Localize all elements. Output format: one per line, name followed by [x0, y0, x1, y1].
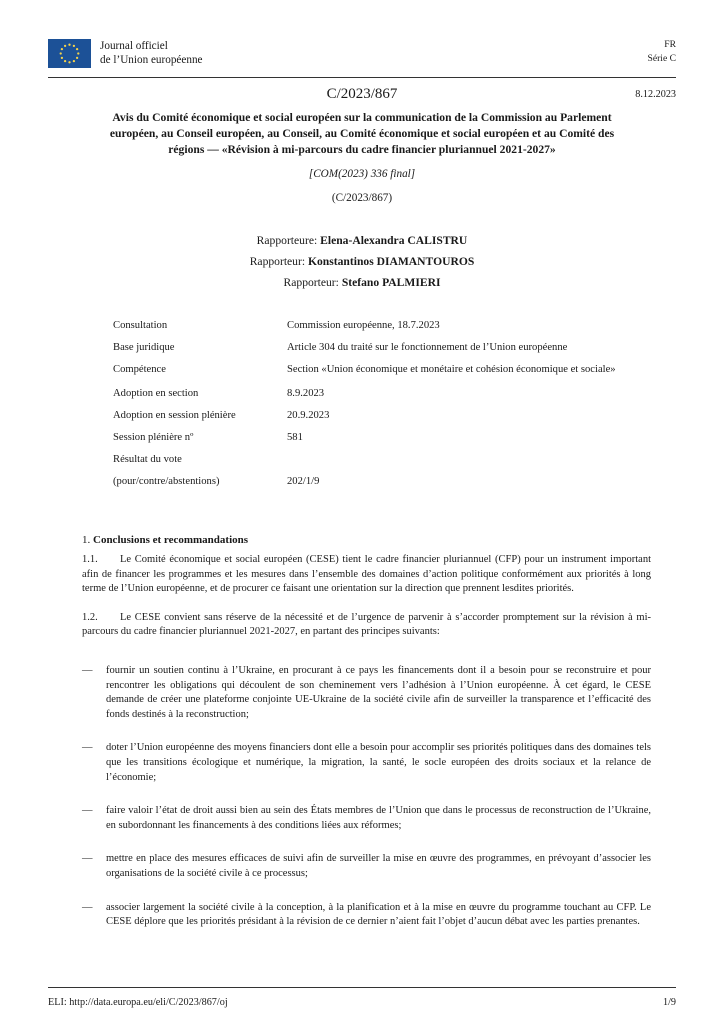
list-item-text: mettre en place des mesures efficaces de suivi afin de surveiller la mise en œuvre des programmes, en prévoyant d’associer les organisations de la société civile à ce processus; [106, 853, 651, 879]
section-number: 1. [82, 534, 91, 546]
page-number: 1/9 [662, 997, 676, 1008]
header-divider [48, 77, 676, 78]
list-item [73, 741, 651, 785]
series-label: Série C [647, 52, 676, 64]
rapporteur-name: Stefano PALMIERI [341, 276, 441, 289]
metadata-value: 581 [287, 432, 303, 443]
section-title: Conclusions et recommandations [93, 534, 249, 546]
spacer [73, 654, 651, 664]
paragraph-text: Le CESE convient sans réserve de la nécessité et de l’urgence de parvenir à s’accorder promptement sur la révision à mi-parcours du cadre financier pluriannuel 2021-2027, en partant des principes suivants: [82, 611, 651, 638]
list-item-text: faire valoir l’état de droit aussi bien au sein des États membres de l’Union que dans le processus de reconstruction de l’Ukraine, en subordonnant les financements à des conditions liées aux réformes; [106, 805, 651, 831]
metadata-row [113, 318, 618, 333]
list-item [73, 664, 651, 722]
page-title: Avis du Comité économique et social européen sur la communication de la Commission au Parlement européen, au Conseil européen, au Conseil, au Comité économique et social européen et au Comité des régions — «Révision à mi-parcours du cadre financier pluriannuel 2021-2027» [109, 111, 615, 157]
rapporteur-list [0, 230, 724, 293]
metadata-row [113, 408, 618, 423]
metadata-value: Section «Union économique et monétaire et cohésion économique et sociale» [287, 364, 616, 375]
list-item [73, 901, 651, 930]
metadata-row [113, 362, 618, 377]
paragraph-number: 1.1. [82, 554, 98, 565]
metadata-row [113, 452, 618, 467]
metadata-value: Article 304 du traité sur le fonctionnement de l’Union européenne [287, 342, 568, 353]
masthead-title [100, 38, 203, 67]
list-item [73, 852, 651, 881]
masthead-branding [48, 38, 203, 68]
rapporteur-name: Konstantinos DIAMANTOUROS [307, 255, 475, 268]
metadata-label: Compétence [113, 364, 166, 375]
metadata-row [113, 340, 618, 355]
em-dash-icon: — [82, 664, 93, 676]
c-reference: (C/2023/867) [331, 192, 393, 204]
metadata-row [113, 430, 618, 445]
list-item-text: fournir un soutien continu à l’Ukraine, en procurant à ce pays les financements dont il a besoin pour se reconstruire et pour rencontrer les obligations qui découlent de son cheminement vers l’adhésion à l’Union européenne. À cet égard, le CESE demande de créer une plateforme conjointe UE-Ukraine de la société civile afin de surveiller la transparence et l’efficacité des fonds destinés à la reconstruction; [106, 664, 651, 720]
em-dash-icon: — [82, 853, 93, 865]
rapporteur-role: Rapporteur: [283, 276, 339, 289]
metadata-value: 8.9.2023 [287, 388, 325, 399]
paragraph [73, 611, 651, 640]
masthead-title-line2: de l’Union européenne [100, 54, 203, 66]
eu-flag-icon [48, 39, 91, 68]
list-item [73, 804, 651, 833]
metadata-label: Session plénière nº [113, 432, 194, 443]
rapporteur-entry [0, 272, 724, 293]
metadata-value: 20.9.2023 [287, 410, 330, 421]
document-metadata [113, 318, 618, 496]
list-item-text: doter l’Union européenne des moyens financiers dont elle a besoin pour accomplir ses priorités politiques dans des domaines tels que les transitions écologique et numérique, la migration, la santé, le socle européen des droits sociaux et la relance de l’économie; [106, 742, 651, 783]
metadata-label: Base juridique [113, 342, 175, 353]
rapporteur-entry [0, 251, 724, 272]
metadata-row [113, 474, 618, 489]
rapporteur-role: Rapporteur: [249, 255, 306, 268]
metadata-value: Commission européenne, 18.7.2023 [287, 320, 440, 331]
publication-date: 8.12.2023 [635, 89, 676, 100]
paragraph [73, 553, 651, 597]
metadata-label: Consultation [113, 320, 168, 331]
language-code: FR [664, 39, 676, 50]
paragraph-number: 1.2. [82, 611, 98, 623]
em-dash-icon: — [82, 742, 93, 754]
masthead-meta [647, 38, 676, 65]
metadata-label: Adoption en session plénière [113, 410, 236, 421]
em-dash-icon: — [82, 805, 93, 817]
com-reference: [COM(2023) 336 final] [308, 168, 416, 180]
metadata-label: (pour/contre/abstentions) [113, 476, 220, 487]
section-heading [82, 534, 248, 546]
em-dash-icon: — [82, 901, 93, 913]
paragraph-text: Le Comité économique et social européen (CESE) tient le cadre financier pluriannuel (CFP) pour un instrument important afin de financer les programmes et les mesures dans l’ensemble des domaines d’action politique conformément aux priorités à long terme de l’Union européenne, et de procurer ce faisant une orientation sur la direction que prennent lesdites priorités. [82, 554, 651, 595]
list-item-text: associer largement la société civile à la conception, à la planification et à la mise en œuvre du programme touchant au CFP. Le CESE déplore que les priorités présidant à la révision de ce dernier n’aient fait l’objet d’aucun débat avec les parties prenantes. [106, 901, 651, 928]
metadata-label: Adoption en section [113, 388, 199, 399]
metadata-value: 202/1/9 [287, 476, 320, 487]
footer-divider [48, 987, 676, 988]
document-body [73, 553, 651, 949]
rapporteur-role: Rapporteure: [256, 234, 318, 247]
rapporteur-name: Elena-Alexandra CALISTRU [320, 234, 468, 247]
metadata-label: Résultat du vote [113, 454, 182, 465]
rapporteur-entry [0, 230, 724, 251]
eli-link[interactable]: ELI: http://data.europa.eu/eli/C/2023/867/oj [48, 997, 228, 1008]
document-number: C/2023/867 [326, 86, 398, 102]
masthead-title-line1: Journal officiel [100, 40, 168, 52]
metadata-row [113, 386, 618, 401]
masthead [48, 38, 676, 76]
